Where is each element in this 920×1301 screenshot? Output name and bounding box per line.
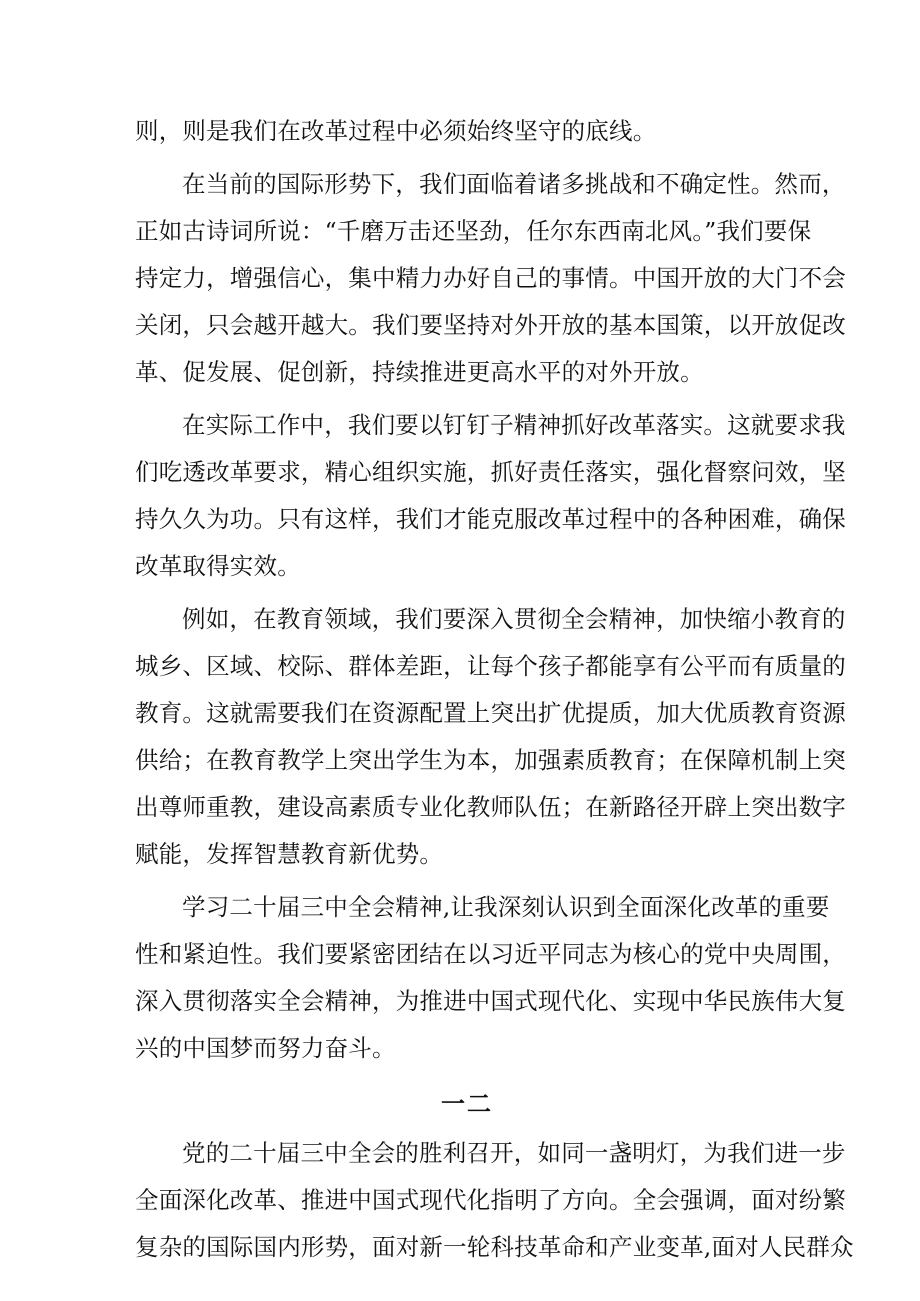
document-body: [135, 108, 854, 1277]
section-heading: 一二: [441, 1089, 493, 1118]
text-line: 革、促发展、促创新，持续推进更高水平的对外开放。: [135, 358, 704, 386]
paragraph-continuation: [135, 108, 799, 155]
text-line: 在当前的国际形势下，我们面临着诸多挑战和不确定性。然而，: [182, 170, 846, 198]
text-line: 正如古诗词所说：“千磨万击还坚劲，任尔东西南北风。”我们要保: [135, 217, 812, 245]
text-line: 性和紧迫性。我们要紧密团结在以习近平同志为核心的党中央周围，: [135, 940, 846, 968]
text-line: 例如，在教育领域，我们要深入贯彻全会精神，加快缩小教育的: [182, 605, 846, 633]
text-line: 城乡、区域、校际、群体差距，让每个孩子都能享有公平而有质量的: [135, 652, 846, 680]
text-line: 出尊师重教，建设高素质专业化教师队伍；在新路径开辟上突出数字: [135, 793, 846, 821]
text-line: 复杂的国际国内形势，面对新一轮科技革命和产业变革,面对人民群众: [135, 1233, 854, 1261]
text-line: 在实际工作中，我们要以钉钉子精神抓好改革落实。这就要求我: [182, 411, 846, 439]
text-line: 们吃透改革要求，精心组织实施，抓好责任落实，强化督察问效，坚: [135, 458, 846, 486]
text-line: 学习二十届三中全会精神,让我深刻认识到全面深化改革的重要: [182, 893, 830, 921]
text-line: 持久久为功。只有这样，我们才能克服改革过程中的各种困难，确保: [135, 505, 846, 533]
paragraph-international-situation: [135, 161, 846, 396]
text-line: 党的二十届三中全会的胜利召开，如同一盏明灯，为我们进一步: [182, 1139, 846, 1167]
text-line: 改革取得实效。: [135, 552, 301, 580]
text-line: 教育。这就需要我们在资源配置上突出扩优提质，加大优质教育资源: [135, 699, 846, 727]
paragraph-plenary-session: [135, 1130, 854, 1271]
text-line: 深入贯彻落实全会精神，为推进中国式现代化、实现中华民族伟大复: [135, 987, 846, 1015]
text-line: 则，则是我们在改革过程中必须始终坚守的底线。: [135, 117, 657, 145]
paragraph-practical-work: [135, 402, 846, 590]
paragraph-study-conclusion: [135, 884, 846, 1072]
text-line: 赋能，发挥智慧教育新优势。: [135, 840, 444, 868]
text-line: 兴的中国梦而努力奋斗。: [135, 1034, 396, 1062]
text-line: 供给；在教育教学上突出学生为本，加强素质教育；在保障机制上突: [135, 746, 846, 774]
text-line: 持定力，增强信心，集中精力办好自己的事情。中国开放的大门不会: [135, 264, 846, 292]
text-line: 全面深化改革、推进中国式现代化指明了方向。全会强调，面对纷繁: [135, 1186, 846, 1214]
paragraph-education-example: [135, 596, 846, 878]
text-line: 关闭，只会越开越大。我们要坚持对外开放的基本国策，以开放促改: [135, 311, 846, 339]
